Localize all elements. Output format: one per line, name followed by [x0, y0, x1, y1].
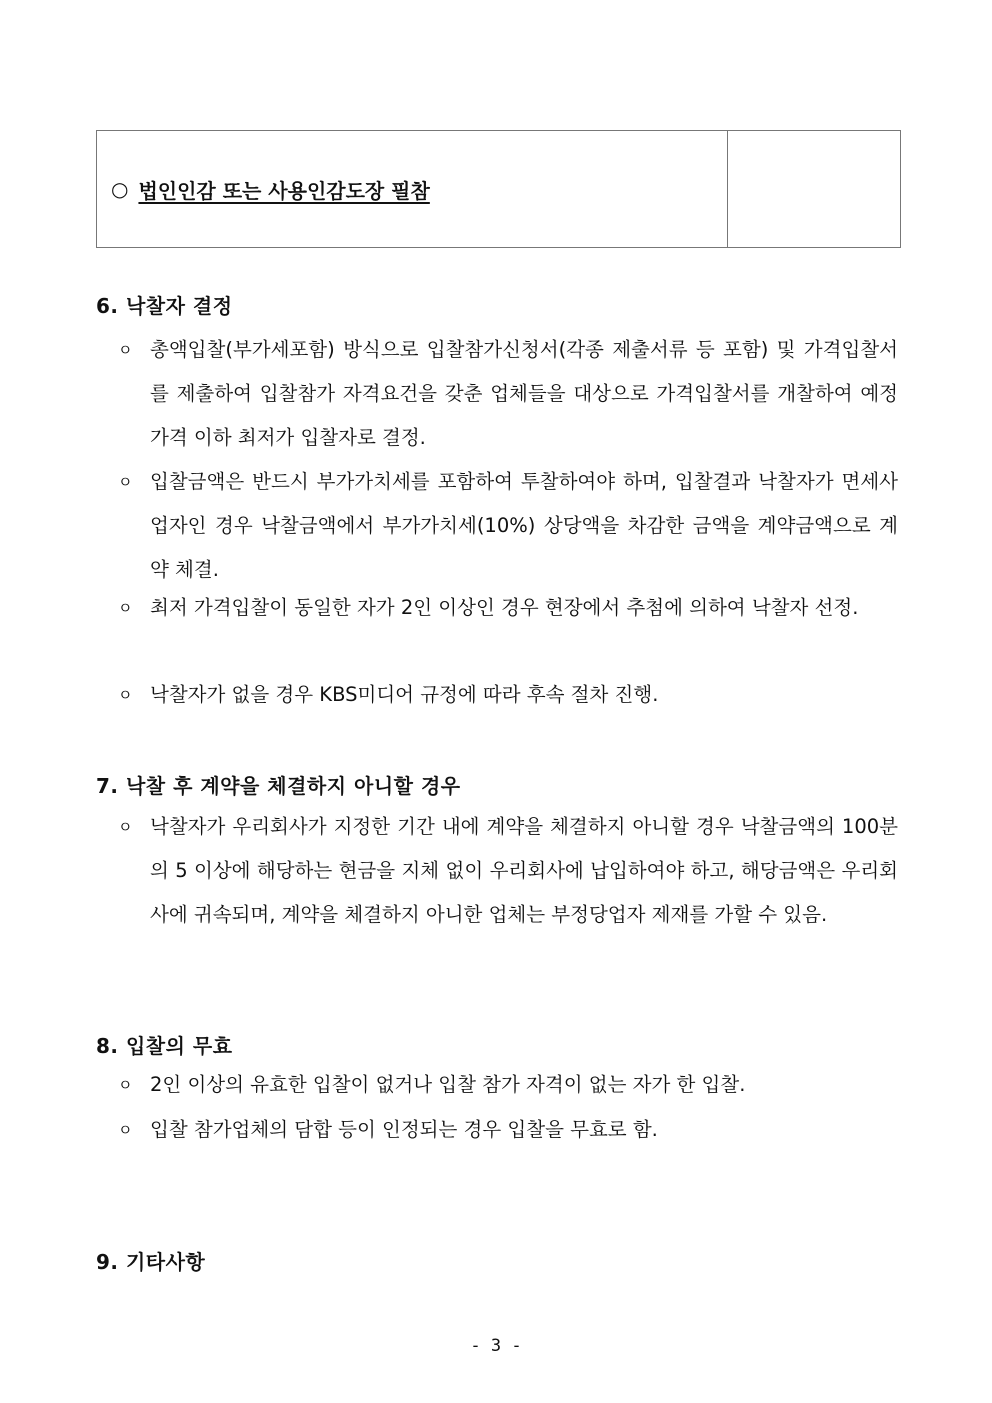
list-item: [118, 460, 898, 592]
list-item-text: 입찰금액은 반드시 부가가치세를 포함하여 투찰하여야 하며, 입찰결과 낙찰자가 면세사업자인 경우 낙찰금액에서 부가가치세(10%) 상당액을 차감한 금액을 계약금액으로 계약 체결.: [150, 470, 898, 581]
section-heading-6: 6. 낙찰자 결정: [96, 294, 233, 318]
list-item: [118, 328, 898, 460]
list-item-text: 낙찰자가 우리회사가 지정한 기간 내에 계약을 체결하지 아니할 경우 낙찰금액의 100분의 5 이상에 해당하는 현금을 지체 없이 우리회사에 납입하여야 하고, 해당금액은 우리회사에 귀속되며, 계약을 체결하지 아니한 업체는 부정당업자 제재를 가할 수 있음.: [150, 815, 898, 926]
list-item: [118, 805, 898, 937]
requirement-cell: [97, 131, 728, 247]
section-heading-8: 8. 입찰의 무효: [96, 1034, 233, 1058]
list-item-text: 낙찰자가 없을 경우 KBS미디어 규정에 따라 후속 절차 진행.: [150, 683, 659, 706]
bullet-mark-icon: ㅇ: [118, 473, 133, 491]
list-item: [118, 673, 898, 717]
list-item: [118, 1063, 898, 1107]
bullet-mark-icon: ㅇ: [118, 686, 133, 704]
list-item-text: 최저 가격입찰이 동일한 자가 2인 이상인 경우 현장에서 추첨에 의하여 낙찰자 선정.: [150, 596, 859, 619]
section-heading-7: 7. 낙찰 후 계약을 체결하지 아니할 경우: [96, 774, 461, 798]
bullet-mark-icon: ㅇ: [118, 599, 133, 617]
circle-bullet-icon: ○: [111, 177, 129, 201]
bullet-mark-icon: ㅇ: [118, 818, 133, 836]
section-heading-9: 9. 기타사항: [96, 1250, 206, 1274]
list-item-text: 2인 이상의 유효한 입찰이 없거나 입찰 참가 자격이 없는 자가 한 입찰.: [150, 1073, 746, 1096]
requirement-table: [96, 130, 901, 248]
requirement-side-cell: [728, 131, 900, 247]
list-item-text: 총액입찰(부가세포함) 방식으로 입찰참가신청서(각종 제출서류 등 포함) 및 가격입찰서를 제출하여 입찰참가 자격요건을 갖춘 업체들을 대상으로 가격입찰서를 개찰하여 예정가격 이하 최저가 입찰자로 결정.: [150, 338, 898, 449]
list-item: [118, 586, 898, 630]
list-item-text: 입찰 참가업체의 담합 등이 인정되는 경우 입찰을 무효로 함.: [150, 1118, 658, 1141]
list-item: [118, 1108, 898, 1152]
page-number: - 3 -: [470, 1336, 522, 1356]
bullet-mark-icon: ㅇ: [118, 1076, 133, 1094]
requirement-text: 법인인감 또는 사용인감도장 필참: [138, 178, 430, 203]
bullet-mark-icon: ㅇ: [118, 341, 133, 359]
bullet-mark-icon: ㅇ: [118, 1121, 133, 1139]
